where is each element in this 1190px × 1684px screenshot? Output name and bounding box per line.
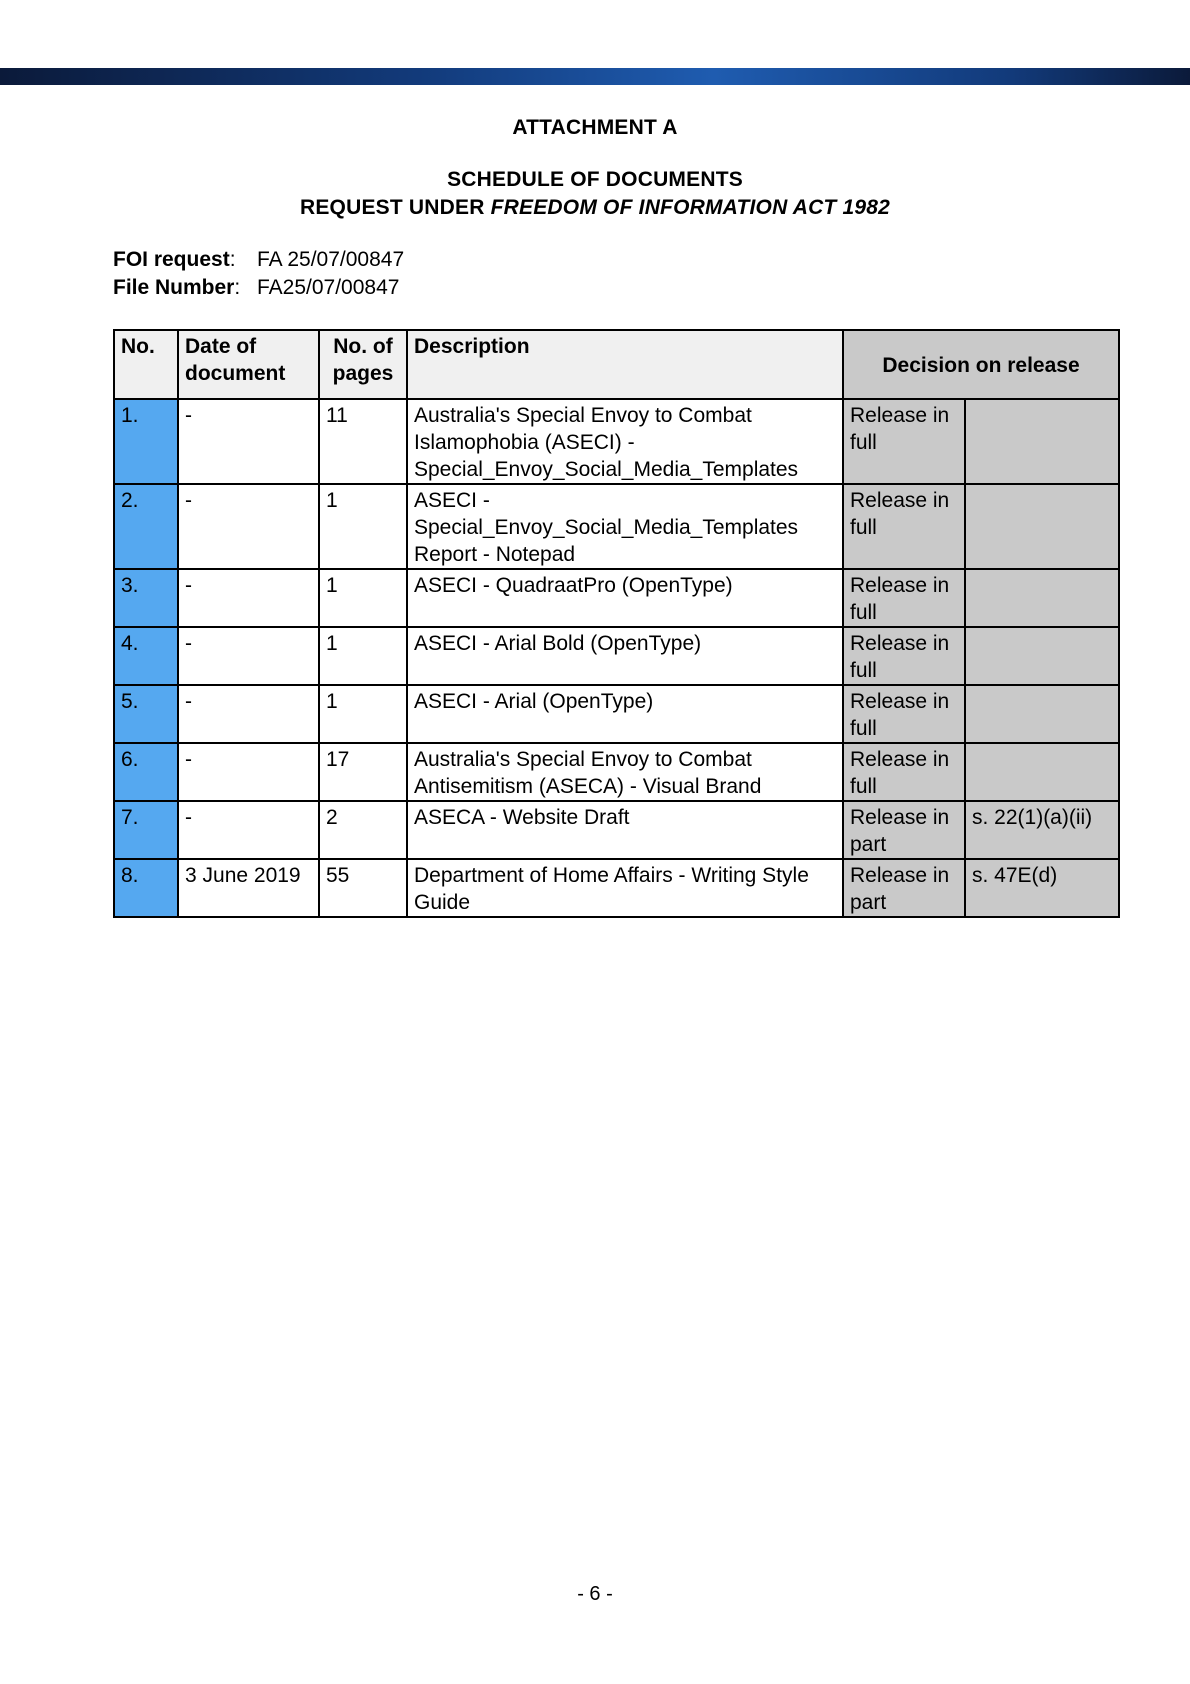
row-exemption — [965, 484, 1119, 569]
row-number: 7. — [114, 801, 178, 859]
row-decision: Release in full — [843, 484, 965, 569]
row-pages: 17 — [319, 743, 407, 801]
header-date: Date of document — [178, 330, 319, 399]
row-pages: 1 — [319, 685, 407, 743]
table-row — [114, 743, 1119, 801]
row-description: Department of Home Affairs - Writing Style Guide — [407, 859, 843, 917]
row-number: 8. — [114, 859, 178, 917]
row-exemption: s. 22(1)(a)(ii) — [965, 801, 1119, 859]
row-exemption — [965, 569, 1119, 627]
attachment-title: ATTACHMENT A — [512, 116, 678, 139]
row-description: ASECA - Website Draft — [407, 801, 843, 859]
table-row — [114, 801, 1119, 859]
row-pages: 55 — [319, 859, 407, 917]
header-description: Description — [407, 330, 843, 399]
row-number: 1. — [114, 399, 178, 484]
row-description: ASECI - Arial Bold (OpenType) — [407, 627, 843, 685]
table-header-row — [114, 330, 1119, 399]
row-decision: Release in full — [843, 743, 965, 801]
schedule-title: SCHEDULE OF DOCUMENTS — [447, 168, 743, 191]
table-row — [114, 859, 1119, 917]
row-description: Australia's Special Envoy to Combat Antisemitism (ASECA) - Visual Brand — [407, 743, 843, 801]
row-decision: Release in full — [843, 399, 965, 484]
row-number: 2. — [114, 484, 178, 569]
row-date: 3 June 2019 — [178, 859, 319, 917]
row-decision: Release in part — [843, 859, 965, 917]
foi-request-label: FOI request — [113, 248, 230, 271]
row-pages: 11 — [319, 399, 407, 484]
table-row — [114, 685, 1119, 743]
table-row — [114, 399, 1119, 484]
row-decision: Release in part — [843, 801, 965, 859]
table-row — [114, 627, 1119, 685]
table-row — [114, 484, 1119, 569]
row-number: 4. — [114, 627, 178, 685]
row-date: - — [178, 484, 319, 569]
file-number-value: FA25/07/00847 — [257, 276, 400, 299]
request-prefix: REQUEST UNDER — [299, 196, 491, 219]
foi-request-line: FOI request: FA 25/07/00847 — [113, 248, 405, 271]
row-number: 5. — [114, 685, 178, 743]
header-decision: Decision on release — [843, 330, 1119, 399]
row-exemption — [965, 743, 1119, 801]
table-row — [114, 569, 1119, 627]
foi-request-value: FA 25/07/00847 — [257, 248, 405, 271]
row-decision: Release in full — [843, 627, 965, 685]
row-exemption — [965, 627, 1119, 685]
row-date: - — [178, 743, 319, 801]
file-number-line: File Number: FA25/07/00847 — [113, 276, 400, 299]
row-pages: 2 — [319, 801, 407, 859]
row-exemption: s. 47E(d) — [965, 859, 1119, 917]
row-pages: 1 — [319, 627, 407, 685]
row-number: 6. — [114, 743, 178, 801]
row-decision: Release in full — [843, 685, 965, 743]
row-date: - — [178, 801, 319, 859]
row-number: 3. — [114, 569, 178, 627]
header-banner-bar — [0, 68, 1190, 85]
row-date: - — [178, 569, 319, 627]
row-date: - — [178, 685, 319, 743]
row-description: ASECI - Special_Envoy_Social_Media_Templates Report - Notepad — [407, 484, 843, 569]
row-exemption — [965, 685, 1119, 743]
row-description: ASECI - Arial (OpenType) — [407, 685, 843, 743]
row-date: - — [178, 627, 319, 685]
row-pages: 1 — [319, 484, 407, 569]
request-act-name: FREEDOM OF INFORMATION ACT 1982 — [490, 196, 891, 219]
request-title — [0, 196, 1190, 220]
row-description: Australia's Special Envoy to Combat Islamophobia (ASECI) - Special_Envoy_Social_Media_Templates — [407, 399, 843, 484]
row-description: ASECI - QuadraatPro (OpenType) — [407, 569, 843, 627]
schedule-table — [113, 329, 1120, 918]
page-number: - 6 - — [577, 1583, 613, 1605]
file-number-label: File Number — [113, 276, 235, 299]
header-pages: No. of pages — [319, 330, 407, 399]
header-no: No. — [114, 330, 178, 399]
row-date: - — [178, 399, 319, 484]
row-exemption — [965, 399, 1119, 484]
row-decision: Release in full — [843, 569, 965, 627]
row-pages: 1 — [319, 569, 407, 627]
